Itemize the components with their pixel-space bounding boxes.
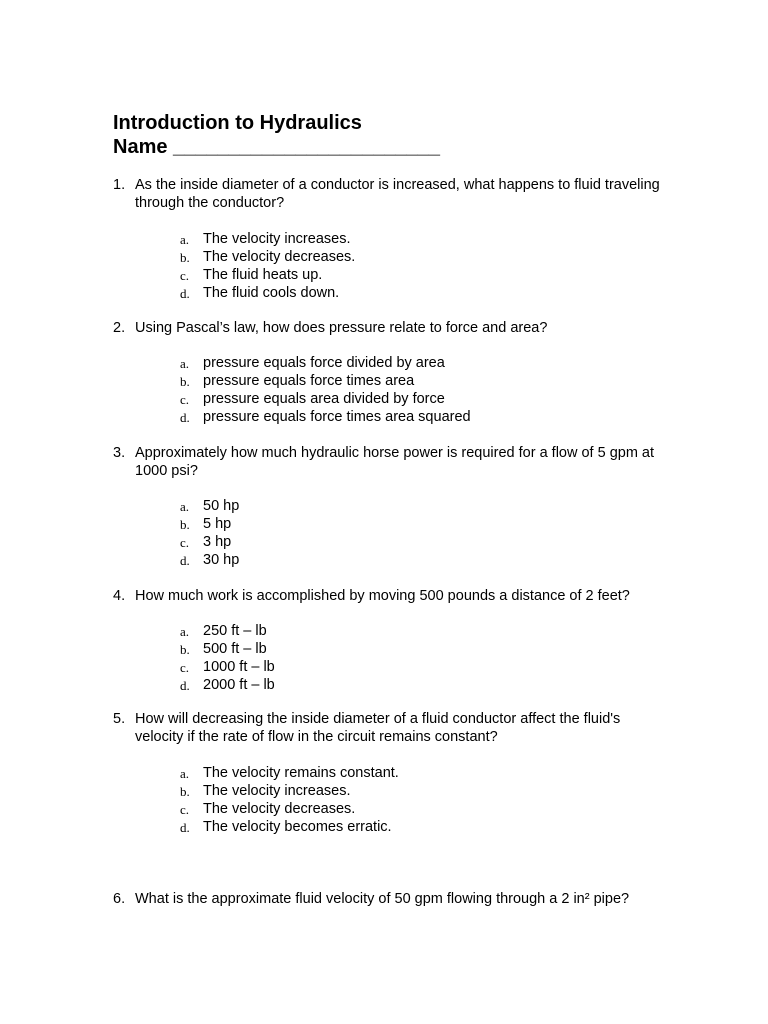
choice-text: The velocity decreases.	[203, 249, 356, 265]
choice-item	[180, 551, 600, 569]
choice-text: The velocity increases.	[203, 783, 351, 799]
choice-item	[180, 818, 600, 836]
question-number: 6.	[113, 891, 126, 907]
choice-item	[180, 658, 600, 676]
choice-letter: c.	[180, 660, 190, 675]
question-text: How much work is accomplished by moving 500 pounds a distance of 2 feet?	[135, 588, 630, 604]
choice-text: 30 hp	[203, 552, 240, 568]
question-2-choices	[180, 354, 600, 426]
choice-text: The fluid cools down.	[203, 285, 340, 301]
choice-item	[180, 284, 600, 302]
choice-item	[180, 533, 600, 551]
choice-letter: b.	[180, 374, 190, 389]
choice-letter: a.	[180, 499, 190, 514]
choice-text: 50 hp	[203, 498, 240, 514]
choice-item	[180, 497, 600, 515]
choice-text: pressure equals force times area	[203, 373, 415, 389]
choice-text: The fluid heats up.	[203, 267, 323, 283]
choice-item	[180, 408, 600, 426]
choice-item	[180, 390, 600, 408]
choice-item	[180, 515, 600, 533]
name-field-line: Name ________________________	[113, 136, 440, 158]
choice-letter: c.	[180, 268, 190, 283]
choice-letter: a.	[180, 356, 190, 371]
choice-item	[180, 372, 600, 390]
choice-item	[180, 622, 600, 640]
choice-item	[180, 676, 600, 694]
choice-text: 1000 ft – lb	[203, 659, 275, 675]
question-5-choices	[180, 764, 600, 836]
question-number: 3.	[113, 445, 126, 461]
question-number: 2.	[113, 320, 126, 336]
choice-text: The velocity increases.	[203, 231, 351, 247]
choice-item	[180, 248, 600, 266]
choice-letter: d.	[180, 678, 190, 693]
choice-letter: a.	[180, 232, 190, 247]
choice-letter: d.	[180, 553, 190, 568]
question-number: 5.	[113, 711, 126, 727]
choice-item	[180, 800, 600, 818]
question-1-choices	[180, 230, 600, 302]
question-text: Approximately how much hydraulic horse power is required for a flow of 5 gpm at 1000 psi?	[135, 445, 655, 479]
choice-letter: d.	[180, 820, 190, 835]
choice-letter: b.	[180, 784, 190, 799]
choice-letter: b.	[180, 642, 190, 657]
choice-letter: c.	[180, 535, 190, 550]
choice-letter: d.	[180, 286, 190, 301]
choice-letter: a.	[180, 624, 190, 639]
choice-letter: c.	[180, 802, 190, 817]
choice-text: pressure equals force times area squared	[203, 409, 471, 425]
choice-item	[180, 266, 600, 284]
choice-item	[180, 230, 600, 248]
choice-letter: c.	[180, 392, 190, 407]
choice-text: The velocity remains constant.	[203, 765, 399, 781]
choice-text: The velocity becomes erratic.	[203, 819, 392, 835]
worksheet-title: Introduction to Hydraulics	[113, 112, 362, 134]
question-text: What is the approximate fluid velocity of 50 gpm flowing through a 2 in² pipe?	[135, 891, 630, 907]
question-text: Using Pascal’s law, how does pressure relate to force and area?	[135, 320, 548, 336]
choice-letter: b.	[180, 250, 190, 265]
choice-text: 2000 ft – lb	[203, 677, 275, 693]
choice-text: 3 hp	[203, 534, 232, 550]
choice-text: 250 ft – lb	[203, 623, 267, 639]
choice-letter: d.	[180, 410, 190, 425]
choice-text: pressure equals area divided by force	[203, 391, 445, 407]
question-number: 1.	[113, 177, 126, 193]
choice-item	[180, 354, 600, 372]
question-number: 4.	[113, 588, 126, 604]
choice-letter: b.	[180, 517, 190, 532]
choice-item	[180, 764, 600, 782]
question-text: As the inside diameter of a conductor is increased, what happens to fluid traveling through the conductor?	[135, 177, 660, 211]
question-text: How will decreasing the inside diameter of a fluid conductor affect the fluid's velocity if the rate of flow in the circuit remains constant?	[135, 711, 621, 745]
question-4-choices	[180, 622, 600, 694]
choice-text: 5 hp	[203, 516, 232, 532]
choice-item	[180, 782, 600, 800]
choice-text: 500 ft – lb	[203, 641, 267, 657]
choice-letter: a.	[180, 766, 190, 781]
choice-item	[180, 640, 600, 658]
question-3-choices	[180, 497, 600, 569]
choice-text: pressure equals force divided by area	[203, 355, 445, 371]
choice-text: The velocity decreases.	[203, 801, 356, 817]
